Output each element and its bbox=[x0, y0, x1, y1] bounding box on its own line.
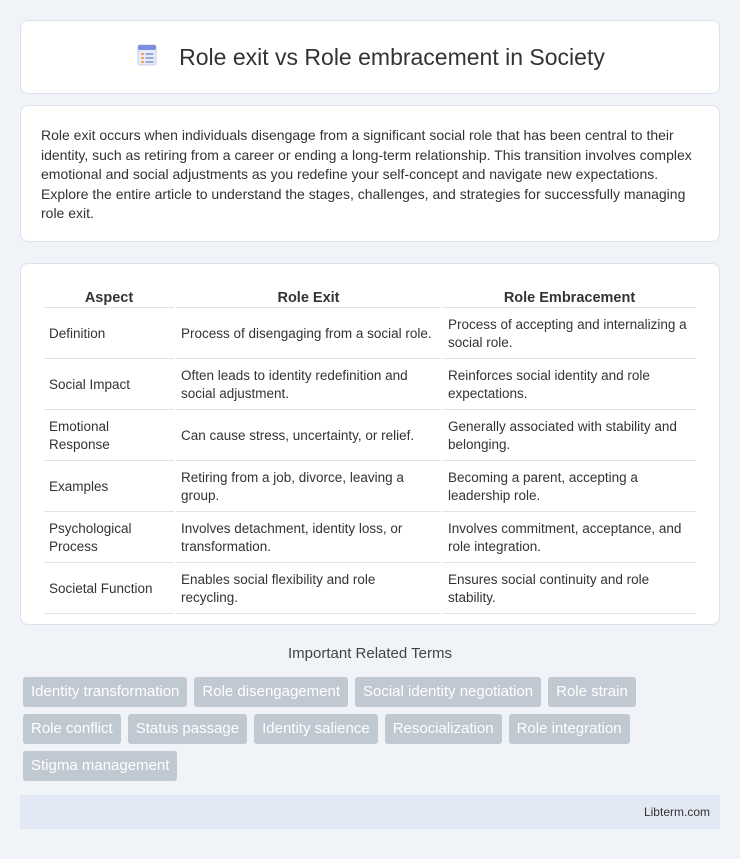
related-terms-title: Important Related Terms bbox=[288, 645, 452, 662]
role-embracement-cell: Reinforces social identity and role expectations. bbox=[443, 361, 696, 410]
related-term-tag[interactable]: Resocialization bbox=[385, 714, 502, 744]
document-list-icon bbox=[135, 43, 159, 72]
role-exit-cell: Often leads to identity redefinition and social adjustment. bbox=[176, 361, 441, 410]
aspect-cell: Psychological Process bbox=[44, 514, 174, 563]
table-row bbox=[44, 514, 696, 563]
page-title: Role exit vs Role embracement in Society bbox=[179, 43, 605, 70]
role-exit-cell: Process of disengaging from a social role. bbox=[176, 310, 441, 359]
role-embracement-cell: Ensures social continuity and role stability. bbox=[443, 565, 696, 614]
table-row bbox=[44, 463, 696, 512]
related-term-tag[interactable]: Stigma management bbox=[23, 751, 177, 781]
related-term-tag[interactable]: Role disengagement bbox=[194, 677, 348, 707]
intro-card bbox=[20, 105, 720, 242]
comparison-table bbox=[42, 284, 698, 616]
role-exit-cell: Can cause stress, uncertainty, or relief. bbox=[176, 412, 441, 461]
role-exit-cell: Involves detachment, identity loss, or transformation. bbox=[176, 514, 441, 563]
aspect-cell: Examples bbox=[44, 463, 174, 512]
related-terms-tags bbox=[23, 677, 723, 781]
title-wrap bbox=[135, 43, 605, 72]
table-header-row bbox=[44, 286, 696, 308]
role-exit-cell: Retiring from a job, divorce, leaving a group. bbox=[176, 463, 441, 512]
role-embracement-cell: Process of accepting and internalizing a social role. bbox=[443, 310, 696, 359]
header-card bbox=[20, 20, 720, 94]
aspect-cell: Social Impact bbox=[44, 361, 174, 410]
table-row bbox=[44, 565, 696, 614]
comparison-table-card bbox=[20, 263, 720, 625]
related-term-tag[interactable]: Identity salience bbox=[254, 714, 378, 744]
related-term-tag[interactable]: Identity transformation bbox=[23, 677, 187, 707]
intro-text: Role exit occurs when individuals disengage from a significant social role that has been central to their identity, such as retiring from a career or ending a long-term relationship. This transition involves complex emotional and social adjustments as you redefine your self-concept and navigate new expectations. Explore the entire article to understand the stages, challenges, and strategies for successfully managing role exit. bbox=[41, 127, 692, 221]
table-row bbox=[44, 310, 696, 359]
column-header-aspect: Aspect bbox=[44, 286, 174, 308]
column-header-role-exit: Role Exit bbox=[176, 286, 441, 308]
aspect-cell: Emotional Response bbox=[44, 412, 174, 461]
role-embracement-cell: Involves commitment, acceptance, and role integration. bbox=[443, 514, 696, 563]
related-term-tag[interactable]: Role conflict bbox=[23, 714, 121, 744]
column-header-role-embracement: Role Embracement bbox=[443, 286, 696, 308]
aspect-cell: Societal Function bbox=[44, 565, 174, 614]
aspect-cell: Definition bbox=[44, 310, 174, 359]
role-exit-cell: Enables social flexibility and role recycling. bbox=[176, 565, 441, 614]
role-embracement-cell: Generally associated with stability and belonging. bbox=[443, 412, 696, 461]
related-term-tag[interactable]: Status passage bbox=[128, 714, 247, 744]
related-term-tag[interactable]: Role integration bbox=[509, 714, 630, 744]
footer-brand-link[interactable]: Libterm.com bbox=[643, 805, 710, 819]
table-row bbox=[44, 412, 696, 461]
related-term-tag[interactable]: Role strain bbox=[548, 677, 636, 707]
role-embracement-cell: Becoming a parent, accepting a leadership role. bbox=[443, 463, 696, 512]
related-term-tag[interactable]: Social identity negotiation bbox=[355, 677, 541, 707]
table-row bbox=[44, 361, 696, 410]
footer bbox=[20, 795, 720, 829]
